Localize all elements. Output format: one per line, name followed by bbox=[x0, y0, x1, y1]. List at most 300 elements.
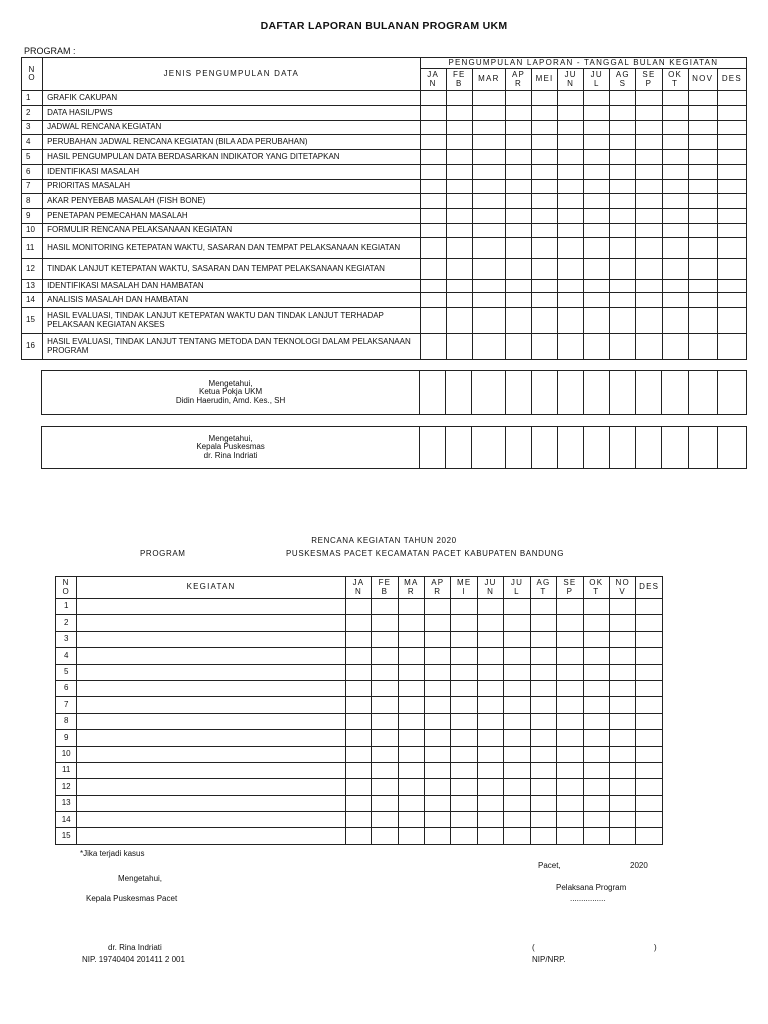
entry-cell[interactable] bbox=[505, 293, 531, 308]
entry-cell[interactable] bbox=[558, 150, 584, 165]
entry-cell[interactable] bbox=[398, 812, 424, 828]
entry-cell[interactable] bbox=[77, 599, 345, 615]
entry-cell[interactable] bbox=[610, 106, 636, 121]
entry-cell[interactable] bbox=[557, 680, 583, 696]
entry-cell[interactable] bbox=[446, 224, 472, 238]
entry-cell[interactable] bbox=[610, 427, 636, 469]
entry-cell[interactable] bbox=[472, 135, 505, 150]
entry-cell[interactable] bbox=[584, 91, 610, 106]
entry-cell[interactable] bbox=[636, 697, 663, 713]
entry-cell[interactable] bbox=[609, 762, 635, 778]
entry-cell[interactable] bbox=[398, 615, 424, 631]
entry-cell[interactable] bbox=[504, 631, 530, 647]
entry-cell[interactable] bbox=[505, 180, 531, 194]
entry-cell[interactable] bbox=[451, 746, 477, 762]
entry-cell[interactable] bbox=[557, 615, 583, 631]
entry-cell[interactable] bbox=[420, 224, 446, 238]
entry-cell[interactable] bbox=[558, 238, 584, 259]
entry-cell[interactable] bbox=[662, 135, 688, 150]
entry-cell[interactable] bbox=[451, 599, 477, 615]
entry-cell[interactable] bbox=[636, 713, 663, 729]
entry-cell[interactable] bbox=[609, 730, 635, 746]
entry-cell[interactable] bbox=[609, 713, 635, 729]
entry-cell[interactable] bbox=[472, 280, 505, 293]
entry-cell[interactable] bbox=[472, 293, 505, 308]
entry-cell[interactable] bbox=[584, 165, 610, 180]
entry-cell[interactable] bbox=[505, 224, 531, 238]
entry-cell[interactable] bbox=[584, 334, 610, 360]
entry-cell[interactable] bbox=[372, 812, 398, 828]
entry-cell[interactable] bbox=[717, 165, 746, 180]
entry-cell[interactable] bbox=[532, 280, 558, 293]
entry-cell[interactable] bbox=[584, 427, 610, 469]
entry-cell[interactable] bbox=[420, 238, 446, 259]
entry-cell[interactable] bbox=[636, 106, 662, 121]
entry-cell[interactable] bbox=[583, 795, 609, 811]
entry-cell[interactable] bbox=[558, 308, 584, 334]
entry-cell[interactable] bbox=[425, 762, 451, 778]
entry-cell[interactable] bbox=[372, 615, 398, 631]
entry-cell[interactable] bbox=[636, 209, 662, 224]
entry-cell[interactable] bbox=[636, 631, 663, 647]
entry-cell[interactable] bbox=[345, 828, 371, 844]
entry-cell[interactable] bbox=[584, 259, 610, 280]
entry-cell[interactable] bbox=[717, 427, 746, 469]
entry-cell[interactable] bbox=[398, 664, 424, 680]
entry-cell[interactable] bbox=[583, 713, 609, 729]
entry-cell[interactable] bbox=[558, 135, 584, 150]
entry-cell[interactable] bbox=[662, 371, 688, 415]
entry-cell[interactable] bbox=[584, 238, 610, 259]
entry-cell[interactable] bbox=[77, 713, 345, 729]
entry-cell[interactable] bbox=[688, 209, 717, 224]
entry-cell[interactable] bbox=[717, 334, 746, 360]
entry-cell[interactable] bbox=[610, 259, 636, 280]
entry-cell[interactable] bbox=[451, 615, 477, 631]
entry-cell[interactable] bbox=[584, 135, 610, 150]
entry-cell[interactable] bbox=[662, 209, 688, 224]
entry-cell[interactable] bbox=[472, 180, 505, 194]
entry-cell[interactable] bbox=[420, 293, 446, 308]
entry-cell[interactable] bbox=[425, 795, 451, 811]
entry-cell[interactable] bbox=[446, 180, 472, 194]
entry-cell[interactable] bbox=[662, 259, 688, 280]
entry-cell[interactable] bbox=[372, 746, 398, 762]
entry-cell[interactable] bbox=[345, 697, 371, 713]
entry-cell[interactable] bbox=[558, 180, 584, 194]
entry-cell[interactable] bbox=[504, 812, 530, 828]
entry-cell[interactable] bbox=[688, 334, 717, 360]
entry-cell[interactable] bbox=[610, 165, 636, 180]
entry-cell[interactable] bbox=[584, 280, 610, 293]
entry-cell[interactable] bbox=[662, 280, 688, 293]
entry-cell[interactable] bbox=[688, 280, 717, 293]
entry-cell[interactable] bbox=[420, 259, 446, 280]
entry-cell[interactable] bbox=[446, 293, 472, 308]
entry-cell[interactable] bbox=[504, 697, 530, 713]
entry-cell[interactable] bbox=[504, 730, 530, 746]
entry-cell[interactable] bbox=[557, 697, 583, 713]
entry-cell[interactable] bbox=[446, 91, 472, 106]
entry-cell[interactable] bbox=[531, 371, 557, 415]
entry-cell[interactable] bbox=[532, 106, 558, 121]
entry-cell[interactable] bbox=[609, 615, 635, 631]
entry-cell[interactable] bbox=[77, 697, 345, 713]
entry-cell[interactable] bbox=[662, 224, 688, 238]
entry-cell[interactable] bbox=[472, 224, 505, 238]
entry-cell[interactable] bbox=[420, 150, 446, 165]
entry-cell[interactable] bbox=[557, 779, 583, 795]
entry-cell[interactable] bbox=[398, 762, 424, 778]
entry-cell[interactable] bbox=[609, 795, 635, 811]
entry-cell[interactable] bbox=[398, 599, 424, 615]
entry-cell[interactable] bbox=[425, 615, 451, 631]
entry-cell[interactable] bbox=[451, 648, 477, 664]
entry-cell[interactable] bbox=[558, 293, 584, 308]
entry-cell[interactable] bbox=[420, 427, 446, 469]
entry-cell[interactable] bbox=[558, 334, 584, 360]
entry-cell[interactable] bbox=[505, 371, 531, 415]
entry-cell[interactable] bbox=[505, 121, 531, 135]
entry-cell[interactable] bbox=[477, 648, 503, 664]
entry-cell[interactable] bbox=[583, 648, 609, 664]
entry-cell[interactable] bbox=[425, 779, 451, 795]
entry-cell[interactable] bbox=[372, 680, 398, 696]
entry-cell[interactable] bbox=[477, 680, 503, 696]
entry-cell[interactable] bbox=[610, 91, 636, 106]
entry-cell[interactable] bbox=[636, 334, 662, 360]
entry-cell[interactable] bbox=[472, 165, 505, 180]
entry-cell[interactable] bbox=[505, 91, 531, 106]
entry-cell[interactable] bbox=[636, 180, 662, 194]
entry-cell[interactable] bbox=[451, 730, 477, 746]
entry-cell[interactable] bbox=[531, 427, 557, 469]
entry-cell[interactable] bbox=[583, 762, 609, 778]
entry-cell[interactable] bbox=[505, 308, 531, 334]
entry-cell[interactable] bbox=[477, 746, 503, 762]
entry-cell[interactable] bbox=[345, 730, 371, 746]
entry-cell[interactable] bbox=[610, 209, 636, 224]
entry-cell[interactable] bbox=[530, 664, 556, 680]
entry-cell[interactable] bbox=[532, 293, 558, 308]
entry-cell[interactable] bbox=[451, 664, 477, 680]
entry-cell[interactable] bbox=[446, 238, 472, 259]
entry-cell[interactable] bbox=[610, 150, 636, 165]
entry-cell[interactable] bbox=[505, 106, 531, 121]
entry-cell[interactable] bbox=[530, 779, 556, 795]
entry-cell[interactable] bbox=[530, 762, 556, 778]
entry-cell[interactable] bbox=[558, 209, 584, 224]
entry-cell[interactable] bbox=[584, 194, 610, 209]
entry-cell[interactable] bbox=[504, 680, 530, 696]
entry-cell[interactable] bbox=[636, 599, 663, 615]
entry-cell[interactable] bbox=[345, 779, 371, 795]
entry-cell[interactable] bbox=[472, 209, 505, 224]
entry-cell[interactable] bbox=[557, 730, 583, 746]
entry-cell[interactable] bbox=[420, 180, 446, 194]
entry-cell[interactable] bbox=[584, 224, 610, 238]
entry-cell[interactable] bbox=[372, 664, 398, 680]
entry-cell[interactable] bbox=[610, 238, 636, 259]
entry-cell[interactable] bbox=[477, 812, 503, 828]
entry-cell[interactable] bbox=[717, 259, 746, 280]
entry-cell[interactable] bbox=[398, 730, 424, 746]
entry-cell[interactable] bbox=[688, 135, 717, 150]
entry-cell[interactable] bbox=[584, 106, 610, 121]
entry-cell[interactable] bbox=[472, 427, 505, 469]
entry-cell[interactable] bbox=[420, 165, 446, 180]
entry-cell[interactable] bbox=[610, 180, 636, 194]
entry-cell[interactable] bbox=[372, 697, 398, 713]
entry-cell[interactable] bbox=[532, 224, 558, 238]
entry-cell[interactable] bbox=[372, 631, 398, 647]
entry-cell[interactable] bbox=[609, 680, 635, 696]
entry-cell[interactable] bbox=[77, 730, 345, 746]
entry-cell[interactable] bbox=[420, 334, 446, 360]
entry-cell[interactable] bbox=[472, 334, 505, 360]
entry-cell[interactable] bbox=[420, 121, 446, 135]
entry-cell[interactable] bbox=[446, 209, 472, 224]
entry-cell[interactable] bbox=[504, 779, 530, 795]
entry-cell[interactable] bbox=[446, 150, 472, 165]
entry-cell[interactable] bbox=[425, 746, 451, 762]
entry-cell[interactable] bbox=[717, 121, 746, 135]
entry-cell[interactable] bbox=[688, 150, 717, 165]
entry-cell[interactable] bbox=[557, 599, 583, 615]
entry-cell[interactable] bbox=[420, 280, 446, 293]
entry-cell[interactable] bbox=[610, 135, 636, 150]
entry-cell[interactable] bbox=[636, 238, 662, 259]
entry-cell[interactable] bbox=[530, 631, 556, 647]
entry-cell[interactable] bbox=[505, 194, 531, 209]
entry-cell[interactable] bbox=[77, 615, 345, 631]
entry-cell[interactable] bbox=[505, 209, 531, 224]
entry-cell[interactable] bbox=[451, 795, 477, 811]
entry-cell[interactable] bbox=[717, 135, 746, 150]
entry-cell[interactable] bbox=[420, 91, 446, 106]
entry-cell[interactable] bbox=[583, 746, 609, 762]
entry-cell[interactable] bbox=[345, 713, 371, 729]
entry-cell[interactable] bbox=[557, 762, 583, 778]
entry-cell[interactable] bbox=[477, 615, 503, 631]
entry-cell[interactable] bbox=[530, 599, 556, 615]
entry-cell[interactable] bbox=[446, 135, 472, 150]
entry-cell[interactable] bbox=[558, 259, 584, 280]
entry-cell[interactable] bbox=[472, 121, 505, 135]
entry-cell[interactable] bbox=[398, 828, 424, 844]
entry-cell[interactable] bbox=[398, 746, 424, 762]
entry-cell[interactable] bbox=[557, 371, 583, 415]
entry-cell[interactable] bbox=[717, 150, 746, 165]
entry-cell[interactable] bbox=[557, 631, 583, 647]
entry-cell[interactable] bbox=[609, 779, 635, 795]
entry-cell[interactable] bbox=[662, 293, 688, 308]
entry-cell[interactable] bbox=[477, 713, 503, 729]
entry-cell[interactable] bbox=[398, 648, 424, 664]
entry-cell[interactable] bbox=[636, 371, 662, 415]
entry-cell[interactable] bbox=[609, 746, 635, 762]
entry-cell[interactable] bbox=[688, 165, 717, 180]
entry-cell[interactable] bbox=[530, 730, 556, 746]
entry-cell[interactable] bbox=[477, 697, 503, 713]
entry-cell[interactable] bbox=[688, 121, 717, 135]
entry-cell[interactable] bbox=[472, 91, 505, 106]
entry-cell[interactable] bbox=[505, 280, 531, 293]
entry-cell[interactable] bbox=[472, 259, 505, 280]
entry-cell[interactable] bbox=[477, 664, 503, 680]
entry-cell[interactable] bbox=[662, 238, 688, 259]
entry-cell[interactable] bbox=[505, 427, 531, 469]
entry-cell[interactable] bbox=[372, 762, 398, 778]
entry-cell[interactable] bbox=[345, 746, 371, 762]
entry-cell[interactable] bbox=[472, 308, 505, 334]
entry-cell[interactable] bbox=[662, 180, 688, 194]
entry-cell[interactable] bbox=[662, 106, 688, 121]
entry-cell[interactable] bbox=[583, 812, 609, 828]
entry-cell[interactable] bbox=[636, 91, 662, 106]
entry-cell[interactable] bbox=[451, 680, 477, 696]
entry-cell[interactable] bbox=[425, 713, 451, 729]
entry-cell[interactable] bbox=[532, 194, 558, 209]
entry-cell[interactable] bbox=[398, 779, 424, 795]
entry-cell[interactable] bbox=[425, 697, 451, 713]
entry-cell[interactable] bbox=[398, 795, 424, 811]
entry-cell[interactable] bbox=[636, 280, 662, 293]
entry-cell[interactable] bbox=[505, 150, 531, 165]
entry-cell[interactable] bbox=[717, 106, 746, 121]
entry-cell[interactable] bbox=[504, 648, 530, 664]
entry-cell[interactable] bbox=[558, 224, 584, 238]
entry-cell[interactable] bbox=[505, 334, 531, 360]
entry-cell[interactable] bbox=[557, 746, 583, 762]
entry-cell[interactable] bbox=[557, 648, 583, 664]
entry-cell[interactable] bbox=[420, 135, 446, 150]
entry-cell[interactable] bbox=[609, 664, 635, 680]
entry-cell[interactable] bbox=[557, 427, 583, 469]
entry-cell[interactable] bbox=[609, 828, 635, 844]
entry-cell[interactable] bbox=[472, 371, 505, 415]
entry-cell[interactable] bbox=[558, 194, 584, 209]
entry-cell[interactable] bbox=[636, 730, 663, 746]
entry-cell[interactable] bbox=[372, 795, 398, 811]
entry-cell[interactable] bbox=[636, 795, 663, 811]
entry-cell[interactable] bbox=[504, 615, 530, 631]
entry-cell[interactable] bbox=[345, 631, 371, 647]
entry-cell[interactable] bbox=[420, 371, 446, 415]
entry-cell[interactable] bbox=[398, 713, 424, 729]
entry-cell[interactable] bbox=[662, 91, 688, 106]
entry-cell[interactable] bbox=[504, 828, 530, 844]
entry-cell[interactable] bbox=[532, 165, 558, 180]
entry-cell[interactable] bbox=[477, 631, 503, 647]
entry-cell[interactable] bbox=[420, 194, 446, 209]
entry-cell[interactable] bbox=[505, 135, 531, 150]
entry-cell[interactable] bbox=[446, 427, 472, 469]
entry-cell[interactable] bbox=[688, 91, 717, 106]
entry-cell[interactable] bbox=[636, 165, 662, 180]
entry-cell[interactable] bbox=[532, 238, 558, 259]
entry-cell[interactable] bbox=[530, 713, 556, 729]
entry-cell[interactable] bbox=[425, 680, 451, 696]
entry-cell[interactable] bbox=[688, 259, 717, 280]
entry-cell[interactable] bbox=[451, 828, 477, 844]
entry-cell[interactable] bbox=[609, 648, 635, 664]
entry-cell[interactable] bbox=[398, 680, 424, 696]
entry-cell[interactable] bbox=[420, 106, 446, 121]
entry-cell[interactable] bbox=[451, 779, 477, 795]
entry-cell[interactable] bbox=[557, 795, 583, 811]
entry-cell[interactable] bbox=[451, 697, 477, 713]
entry-cell[interactable] bbox=[446, 194, 472, 209]
entry-cell[interactable] bbox=[717, 180, 746, 194]
entry-cell[interactable] bbox=[717, 209, 746, 224]
entry-cell[interactable] bbox=[609, 812, 635, 828]
entry-cell[interactable] bbox=[610, 121, 636, 135]
entry-cell[interactable] bbox=[662, 334, 688, 360]
entry-cell[interactable] bbox=[717, 238, 746, 259]
entry-cell[interactable] bbox=[717, 308, 746, 334]
entry-cell[interactable] bbox=[530, 615, 556, 631]
entry-cell[interactable] bbox=[584, 121, 610, 135]
entry-cell[interactable] bbox=[532, 308, 558, 334]
entry-cell[interactable] bbox=[662, 427, 688, 469]
entry-cell[interactable] bbox=[636, 664, 663, 680]
entry-cell[interactable] bbox=[636, 135, 662, 150]
entry-cell[interactable] bbox=[584, 371, 610, 415]
entry-cell[interactable] bbox=[477, 795, 503, 811]
entry-cell[interactable] bbox=[504, 599, 530, 615]
entry-cell[interactable] bbox=[688, 308, 717, 334]
entry-cell[interactable] bbox=[420, 308, 446, 334]
entry-cell[interactable] bbox=[398, 631, 424, 647]
entry-cell[interactable] bbox=[451, 713, 477, 729]
entry-cell[interactable] bbox=[345, 615, 371, 631]
entry-cell[interactable] bbox=[584, 293, 610, 308]
entry-cell[interactable] bbox=[532, 150, 558, 165]
entry-cell[interactable] bbox=[425, 631, 451, 647]
entry-cell[interactable] bbox=[583, 779, 609, 795]
entry-cell[interactable] bbox=[477, 762, 503, 778]
entry-cell[interactable] bbox=[557, 828, 583, 844]
entry-cell[interactable] bbox=[636, 121, 662, 135]
entry-cell[interactable] bbox=[505, 165, 531, 180]
entry-cell[interactable] bbox=[425, 730, 451, 746]
entry-cell[interactable] bbox=[532, 121, 558, 135]
entry-cell[interactable] bbox=[530, 795, 556, 811]
entry-cell[interactable] bbox=[688, 194, 717, 209]
entry-cell[interactable] bbox=[446, 106, 472, 121]
entry-cell[interactable] bbox=[584, 308, 610, 334]
entry-cell[interactable] bbox=[558, 121, 584, 135]
entry-cell[interactable] bbox=[636, 427, 662, 469]
entry-cell[interactable] bbox=[583, 664, 609, 680]
entry-cell[interactable] bbox=[558, 280, 584, 293]
entry-cell[interactable] bbox=[636, 680, 663, 696]
entry-cell[interactable] bbox=[477, 779, 503, 795]
entry-cell[interactable] bbox=[557, 664, 583, 680]
entry-cell[interactable] bbox=[345, 664, 371, 680]
entry-cell[interactable] bbox=[636, 259, 662, 280]
entry-cell[interactable] bbox=[477, 730, 503, 746]
entry-cell[interactable] bbox=[688, 106, 717, 121]
entry-cell[interactable] bbox=[717, 280, 746, 293]
entry-cell[interactable] bbox=[345, 648, 371, 664]
entry-cell[interactable] bbox=[636, 828, 663, 844]
entry-cell[interactable] bbox=[446, 165, 472, 180]
entry-cell[interactable] bbox=[345, 599, 371, 615]
entry-cell[interactable] bbox=[610, 293, 636, 308]
entry-cell[interactable] bbox=[636, 308, 662, 334]
